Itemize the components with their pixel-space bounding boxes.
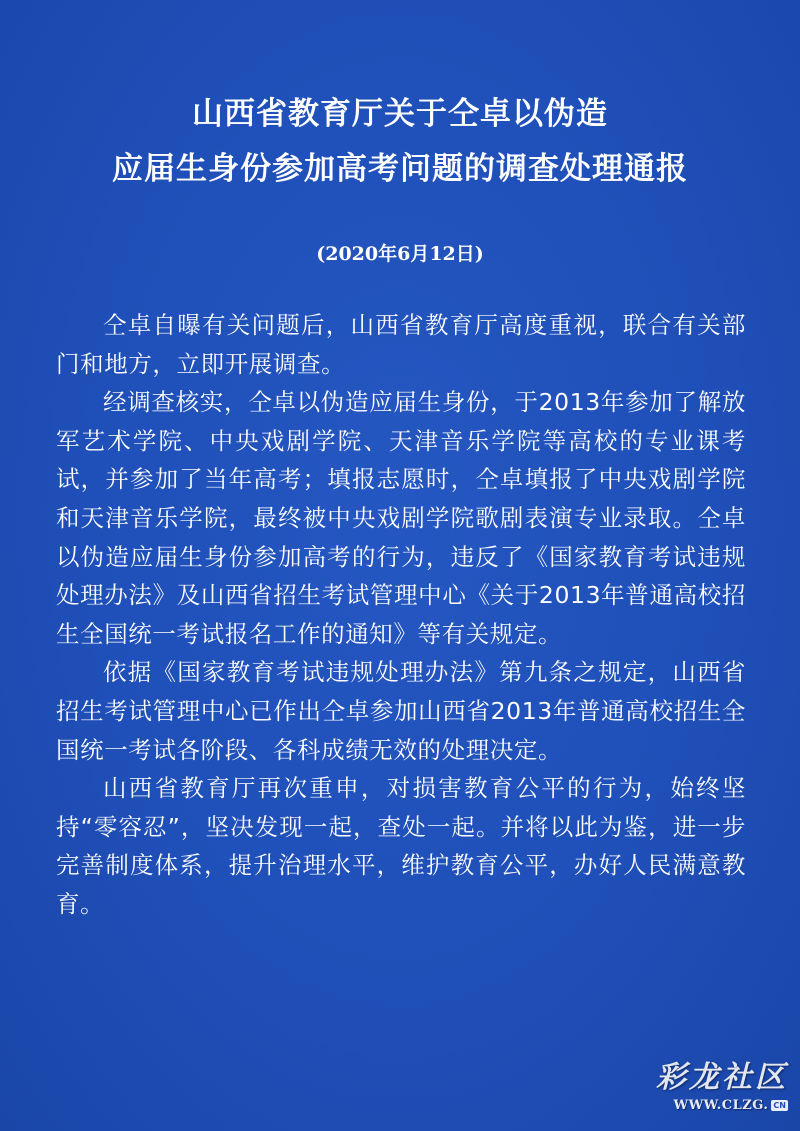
watermark-url: WWW.CLZG. (673, 1098, 769, 1113)
notice-body (56, 306, 746, 924)
paragraph-4: 山西省教育厅再次重申，对损害教育公平的行为，始终坚持“零容忍”，坚决发现一起，查处一起。并将以此为鉴，进一步完善制度体系，提升治理水平，维护教育公平，办好人民满意教育。 (56, 774, 746, 918)
paragraph-2: 经调查核实，仝卓以伪造应届生身份，于2013年参加了解放军艺术学院、中央戏剧学院、天津音乐学院等高校的专业课考试，并参加了当年高考；填报志愿时，仝卓填报了中央戏剧学院和天津音乐学院，最终被中央戏剧学院歌剧表演专业录取。仝卓以伪造应届生身份参加高考的行为，违反了《国家教育考试违规处理办法》及山西省招生考试管理中心《关于2013年普通高校招生全国统一考试报名工作的通知》等有关规定。 (56, 388, 746, 648)
paragraph-3: 依据《国家教育考试违规处理办法》第九条之规定，山西省招生考试管理中心已作出仝卓参加山西省2013年普通高校招生全国统一考试各阶段、各科成绩无效的处理决定。 (56, 658, 746, 764)
watermark-tld-badge: CN (773, 1101, 786, 1110)
notice-title-line-1: 山西省教育厅关于仝卓以伪造 (192, 96, 608, 132)
paragraph-1: 仝卓自曝有关问题后，山西省教育厅高度重视，联合有关部门和地方，立即开展调查。 (56, 311, 746, 378)
watermark-url-row (628, 1098, 788, 1113)
notice-date: (2020年6月12日) (316, 243, 484, 265)
notice-title-line-2: 应届生身份参加高考问题的调查处理通报 (112, 151, 688, 187)
site-watermark (628, 1060, 788, 1113)
watermark-brand: 彩龙社区 (656, 1060, 788, 1095)
